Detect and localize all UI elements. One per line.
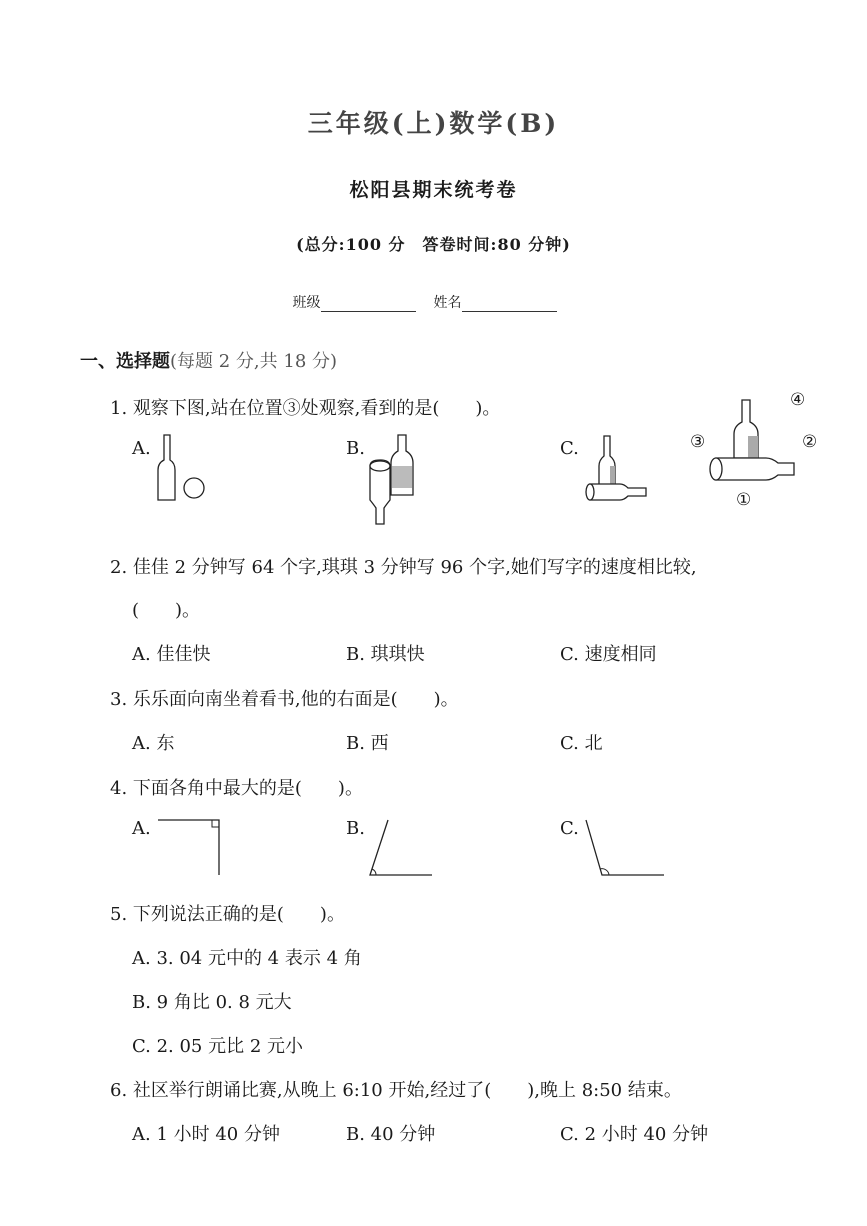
q6-option-c: C. 2 小时 40 分钟: [560, 1124, 709, 1145]
class-label: 班级: [292, 295, 321, 311]
q1-option-c-figure: [582, 430, 662, 510]
section-note: (每题 2 分,共 18 分): [170, 351, 338, 372]
student-info-row: [0, 292, 867, 312]
class-blank[interactable]: [321, 297, 416, 312]
q4-right-angle-figure: [156, 818, 226, 878]
question-6-stem: 6. 社区举行朗诵比赛,从晚上 6:10 开始,经过了( ),晚上 8:50 结束。: [110, 1080, 682, 1101]
question-2-stem: 2. 佳佳 2 分钟写 64 个字,琪琪 3 分钟写 96 个字,她们写字的速度相比较,: [110, 557, 697, 578]
q5-option-b: B. 9 角比 0. 8 元大: [132, 992, 292, 1013]
section-heading: [80, 347, 337, 373]
question-5-stem: 5. 下列说法正确的是( )。: [110, 904, 345, 925]
page-title: 三年级(上)数学(B): [307, 109, 560, 138]
q1-option-b-label: B.: [346, 438, 365, 459]
q4-option-c-label: C.: [560, 818, 579, 839]
question-1-stem: 1. 观察下图,站在位置③处观察,看到的是( )。: [110, 398, 501, 419]
q4-option-b-label: B.: [346, 818, 365, 839]
q4-acute-angle-figure: [366, 818, 436, 878]
q2-option-b: B. 琪琪快: [346, 644, 425, 665]
question-4-stem: 4. 下面各角中最大的是( )。: [110, 778, 363, 799]
question-3-stem: 3. 乐乐面向南坐着看书,他的右面是( )。: [110, 689, 459, 710]
q1-option-a-figure: [150, 430, 220, 510]
exam-subtitle: 松阳县期末统考卷: [349, 179, 518, 201]
name-label: 姓名: [433, 295, 462, 311]
position-1-label: ①: [736, 490, 752, 510]
q2-option-a: A. 佳佳快: [132, 644, 211, 665]
exam-info: (总分:100 分 答卷时间:80 分钟): [296, 235, 571, 254]
q3-option-a: A. 东: [132, 733, 175, 754]
q6-option-b: B. 40 分钟: [346, 1124, 436, 1145]
q4-obtuse-angle-figure: [584, 818, 664, 878]
q3-option-c: C. 北: [560, 733, 603, 754]
question-2-blank: ( )。: [132, 600, 201, 621]
q1-option-b-figure: [366, 430, 446, 530]
q1-option-a-label: A.: [132, 438, 151, 459]
position-4-label: ④: [790, 390, 806, 410]
q1-option-c-label: C.: [560, 438, 579, 459]
q6-option-a: A. 1 小时 40 分钟: [132, 1124, 280, 1145]
name-blank[interactable]: [462, 297, 557, 312]
position-2-label: ②: [802, 432, 818, 452]
position-3-label: ③: [690, 432, 706, 452]
q4-option-a-label: A.: [132, 818, 151, 839]
q5-option-a: A. 3. 04 元中的 4 表示 4 角: [132, 948, 362, 969]
q2-option-c: C. 速度相同: [560, 644, 657, 665]
q3-option-b: B. 西: [346, 733, 389, 754]
q5-option-c: C. 2. 05 元比 2 元小: [132, 1036, 303, 1057]
section-title: 一、选择题: [80, 351, 170, 372]
